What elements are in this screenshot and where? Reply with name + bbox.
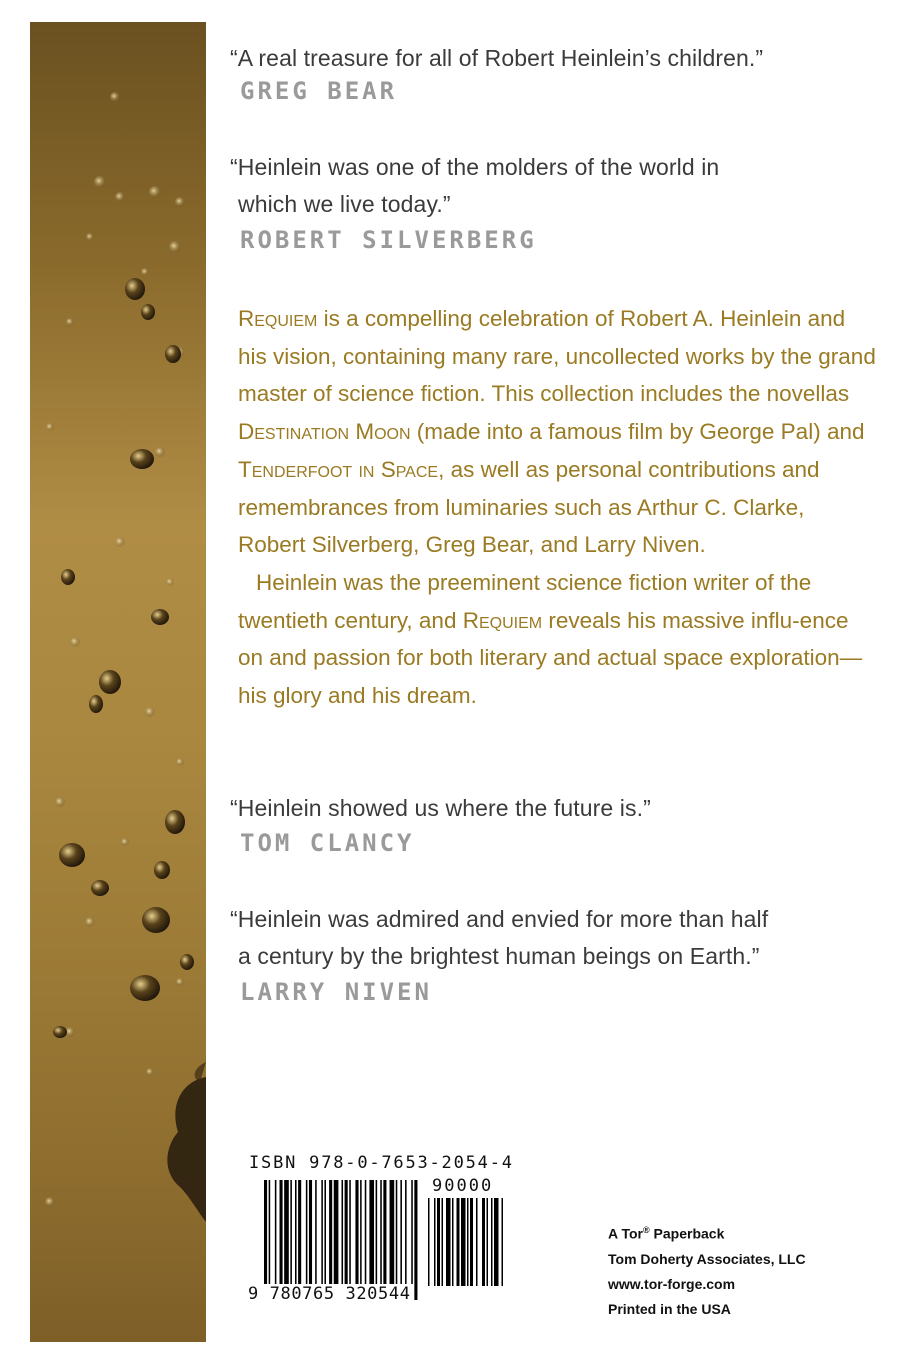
quote-author: TOM CLANCY (240, 829, 415, 857)
barcode-addon-bar (428, 1198, 430, 1286)
quote-text-continued: a century by the brightest human beings on Earth.” (238, 943, 760, 969)
description-paragraph-1: Requiem is a compelling celebration of Robert A. Heinlein and his vision, containing many rare, uncollected works by the grand master of science fiction. This collection includes the novellas Destination Moon (made into a famous film by George Pal) and Tenderfoot in Space, as well as personal contributions and remembrances from luminaries such as Arthur C. Clarke, Robert Silverberg, Greg Bear, and Larry Niven. (238, 306, 876, 558)
novella-title: Tenderfoot in Space (238, 456, 439, 482)
barcode-addon-bar (491, 1198, 493, 1286)
quote-robert-silverberg (230, 149, 719, 223)
barcode-bar (396, 1180, 398, 1284)
book-title: Requiem (462, 607, 543, 633)
barcode-addon-bar (442, 1198, 444, 1286)
isbn-barcode (244, 1178, 506, 1300)
publisher-info (608, 1218, 806, 1322)
barcode-bar (411, 1180, 413, 1300)
barcode-bar (306, 1180, 308, 1284)
barcode-addon-bar (434, 1198, 436, 1286)
barcode-bar (365, 1180, 367, 1284)
barcode-bar (295, 1180, 297, 1284)
barcode-bar (414, 1180, 417, 1300)
barcode-bar (269, 1180, 271, 1300)
barcode-bar (360, 1180, 362, 1284)
barcode-bar (345, 1180, 348, 1284)
publisher-website: www.tor-forge.com (608, 1275, 736, 1292)
quote-author: GREG BEAR (240, 77, 398, 105)
barcode-addon-bar (452, 1198, 454, 1286)
quote-author: ROBERT SILVERBERG (240, 226, 537, 254)
book-title: Requiem (238, 306, 318, 331)
quote-greg-bear (230, 40, 763, 77)
asteroid-field-image (30, 22, 206, 1342)
barcode-bar (342, 1180, 344, 1300)
barcode-bar (349, 1180, 351, 1284)
barcode-addon-bar (494, 1198, 499, 1286)
printed-location: Printed in the USA (608, 1300, 731, 1317)
barcode-addon-bar (457, 1198, 460, 1286)
barcode-addon-bar (470, 1198, 473, 1286)
barcode-addon-digits: 90000 (432, 1176, 494, 1196)
barcode-bar (376, 1180, 378, 1284)
quote-text: “A real treasure for all of Robert Heinlein’s children.” (230, 45, 764, 71)
description-paragraph-2: Heinlein was the preeminent science fiction writer of the twentieth century, and Requiem reveals his massive influ-ence on and passion for both literary and actual space exploration—his glory and his dream. (238, 569, 863, 709)
novella-title: Destination Moon (238, 419, 411, 445)
barcode-addon-bar (437, 1198, 440, 1286)
barcode-bar (275, 1180, 277, 1284)
barcode-bar (390, 1180, 395, 1284)
barcode-bar (405, 1180, 407, 1284)
quote-text: “Heinlein showed us where the future is.” (230, 795, 651, 821)
barcode-bar (324, 1180, 326, 1284)
quote-tom-clancy (230, 790, 651, 827)
barcode-bar (334, 1180, 339, 1284)
quote-author: LARRY NIVEN (240, 978, 432, 1006)
publisher-name: Tom Doherty Associates, LLC (608, 1250, 806, 1267)
barcode-bar (329, 1180, 332, 1284)
barcode-addon-bar (487, 1198, 489, 1286)
barcode-bar (284, 1180, 289, 1284)
barcode-addon-bar (482, 1198, 485, 1286)
barcode-bar (290, 1180, 292, 1284)
barcode-bar (355, 1180, 358, 1284)
barcode-bar (309, 1180, 312, 1284)
barcode-bar (383, 1180, 386, 1284)
barcode-bar (380, 1180, 382, 1284)
barcode-bar (369, 1180, 374, 1284)
imprint-line: A Tor® Paperback (608, 1225, 725, 1242)
barcode-addon-bar (476, 1198, 478, 1286)
barcode-bar (264, 1180, 267, 1300)
barcode-addon-bar (467, 1198, 469, 1286)
barcode-bar (298, 1180, 301, 1284)
barcode-bar (315, 1180, 317, 1284)
barcode-bar (400, 1180, 402, 1284)
quote-text-continued: which we live today.” (238, 191, 451, 217)
barcode-addon-bar (502, 1198, 504, 1286)
barcode-ean-digits: 9 780765 320544 (248, 1284, 411, 1304)
asteroid-art-strip (30, 22, 206, 1342)
quote-text: “Heinlein was one of the molders of the world in (230, 154, 720, 180)
book-description (238, 300, 878, 715)
barcode-addon-bar (446, 1198, 451, 1286)
barcode-bar (321, 1180, 323, 1284)
isbn-label: ISBN 978-0-7653-2054-4 (249, 1153, 514, 1173)
barcode-bar (280, 1180, 283, 1284)
barcode-addon-bar (461, 1198, 466, 1286)
quote-larry-niven (230, 901, 768, 975)
quote-text: “Heinlein was admired and envied for more than half (230, 906, 769, 932)
